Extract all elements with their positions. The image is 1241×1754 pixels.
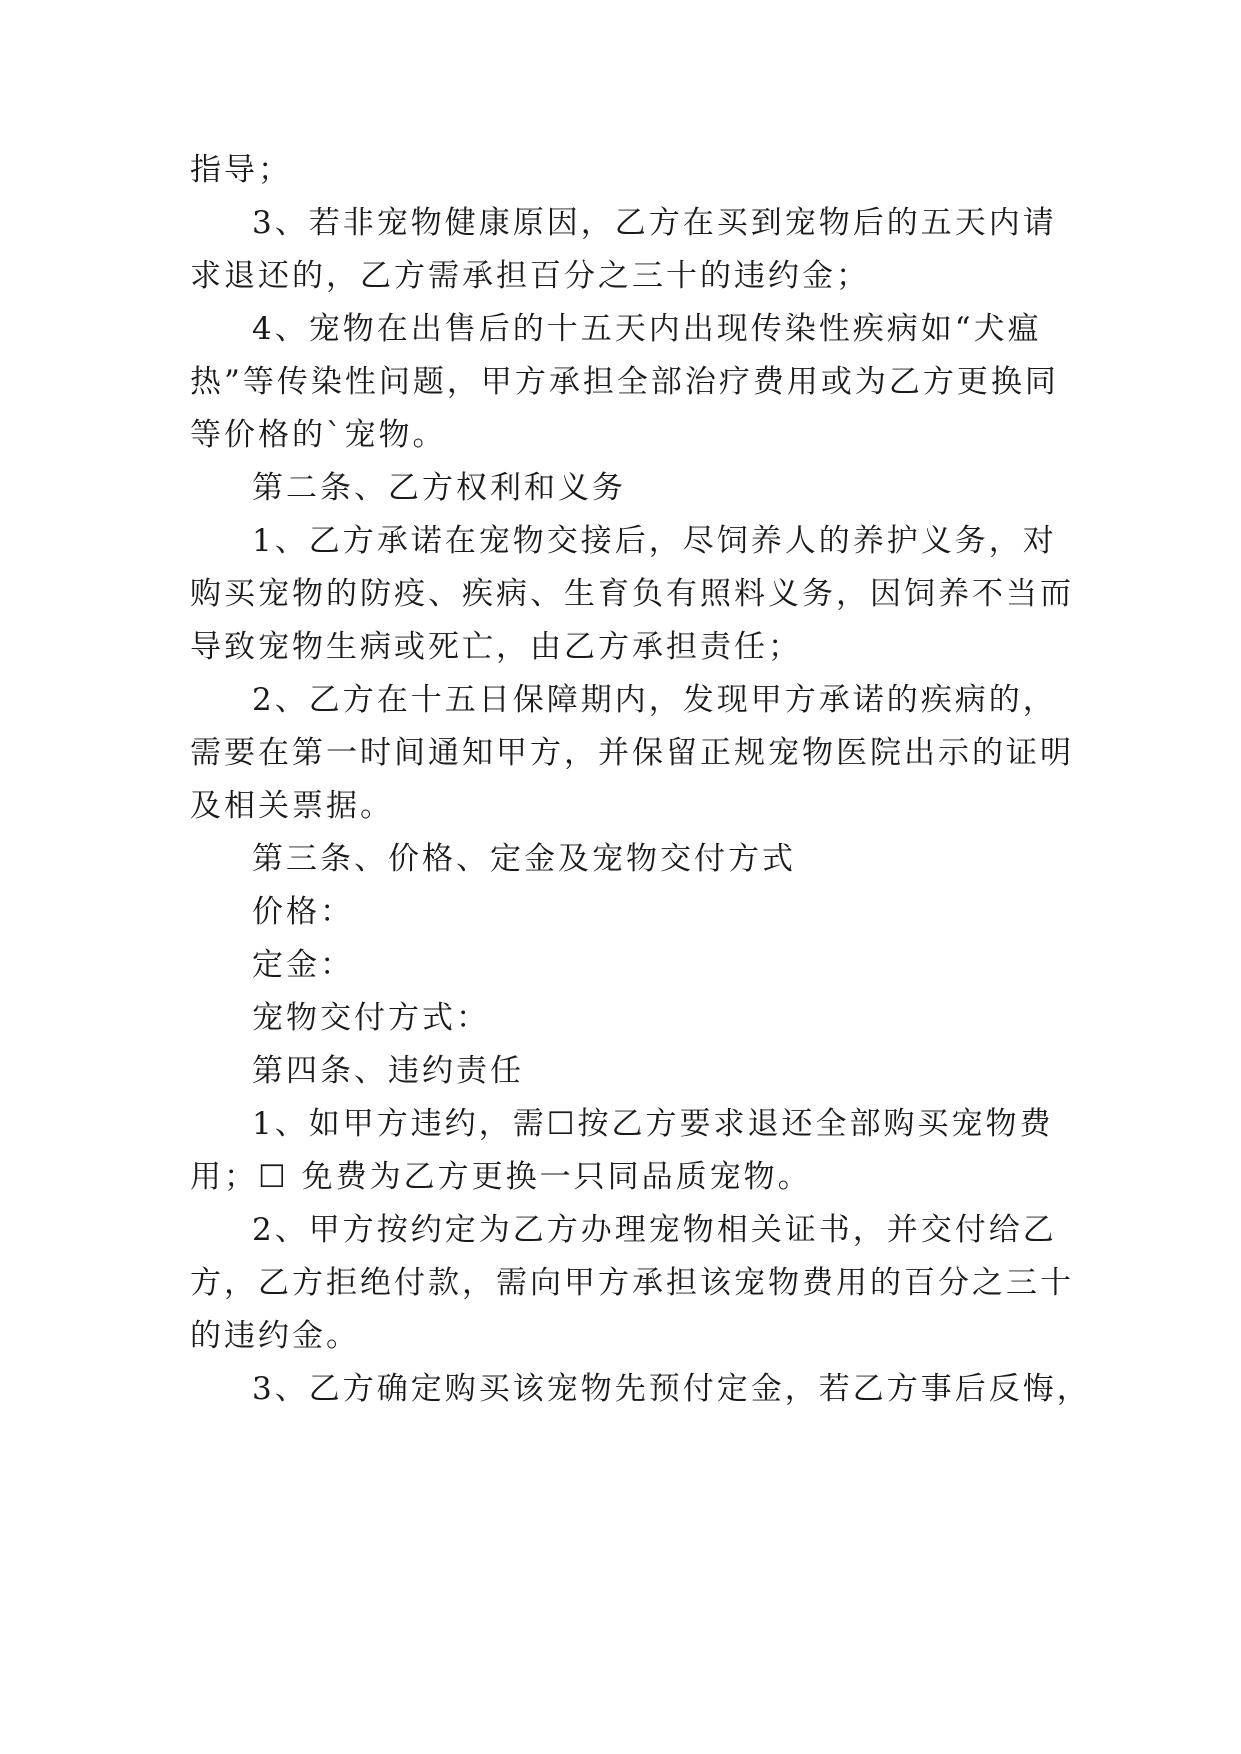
field-label-price: 价格： xyxy=(252,894,354,930)
text-line: 热”等传染性问题，甲方承担全部治疗费用或为乙方更换同 xyxy=(190,364,1059,400)
text-line: 3、若非宠物健康原因，乙方在买到宠物后的五天内请 xyxy=(252,205,1057,241)
text-line: 需要在第一时间通知甲方，并保留正规宠物医院出示的证明 xyxy=(190,735,1074,771)
text-line: 方，乙方拒绝付款，需向甲方承担该宠物费用的百分之三十 xyxy=(190,1265,1074,1301)
text-line: 及相关票据。 xyxy=(190,788,394,824)
text-line: 2、乙方在十五日保障期内，发现甲方承诺的疾病的， xyxy=(252,682,1057,718)
text-line: 1、如甲方违约，需☐按乙方要求退还全部购买宠物费 xyxy=(252,1106,1054,1142)
text-line: 3、乙方确定购买该宠物先预付定金，若乙方事后反悔， xyxy=(252,1371,1091,1407)
text-line: 指导； xyxy=(190,152,292,188)
text-line: 用；☐ 免费为乙方更换一只同品质宠物。 xyxy=(190,1159,812,1195)
text-line: 1、乙方承诺在宠物交接后，尽饲养人的养护义务，对 xyxy=(252,523,1057,559)
field-label-deposit: 定金： xyxy=(252,947,354,983)
text-line: 4、宠物在出售后的十五天内出现传染性疾病如“犬瘟 xyxy=(252,311,1042,347)
section-heading: 第三条、价格、定金及宠物交付方式 xyxy=(252,841,796,877)
text-line: 求退还的，乙方需承担百分之三十的违约金； xyxy=(190,258,870,294)
section-heading: 第二条、乙方权利和义务 xyxy=(252,470,626,506)
text-line: 购买宠物的防疫、疾病、生育负有照料义务，因饲养不当而 xyxy=(190,576,1074,612)
text-line: 2、甲方按约定为乙方办理宠物相关证书，并交付给乙 xyxy=(252,1212,1057,1248)
text-line: 的违约金。 xyxy=(190,1318,360,1354)
text-line: 导致宠物生病或死亡，由乙方承担责任； xyxy=(190,629,802,665)
text-line: 等价格的`宠物。 xyxy=(190,417,447,453)
section-heading: 第四条、违约责任 xyxy=(252,1053,524,1089)
field-label-delivery: 宠物交付方式： xyxy=(252,1000,490,1036)
